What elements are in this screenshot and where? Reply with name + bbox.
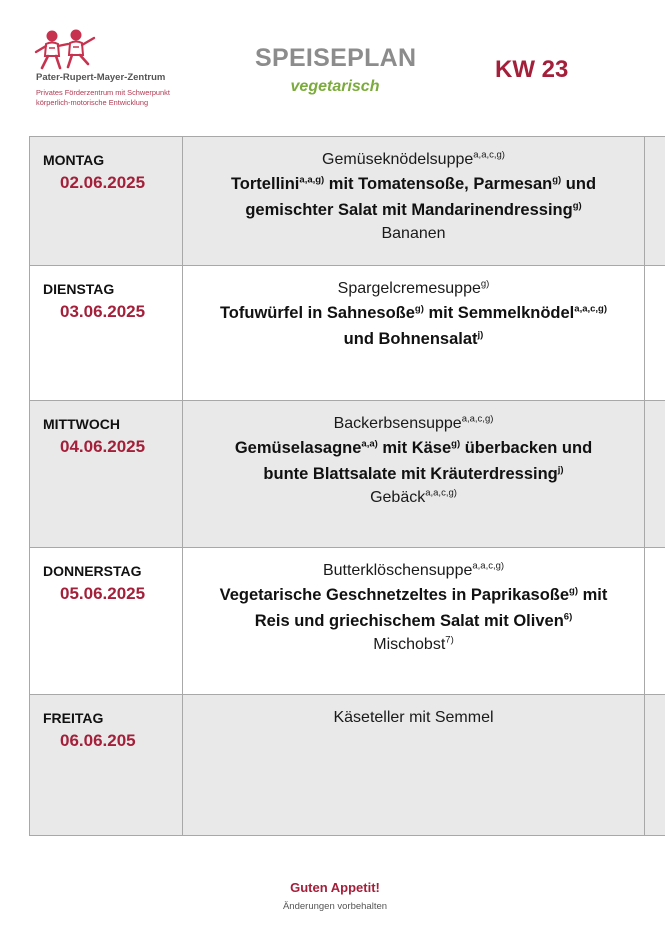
day-date: 06.06.205 (60, 731, 136, 750)
page-title: SPEISEPLAN (255, 44, 417, 72)
empty-cell (645, 548, 665, 694)
empty-cell (645, 266, 665, 400)
day-cell (29, 695, 183, 835)
dish-text: Tofuwürfel in Sahnesoße (219, 304, 415, 322)
dish-text: und Bohnensalat (343, 330, 478, 348)
dish-text: Tortellini (230, 175, 300, 193)
center-logo (32, 28, 192, 72)
soup-line (183, 560, 644, 582)
allergen-codes: g) (572, 200, 582, 212)
menu-row-monday (29, 136, 665, 265)
menu-cell (183, 266, 645, 400)
dish-text: Backerbsensuppe (333, 415, 462, 432)
day-name: MONTAG (43, 152, 105, 168)
allergen-codes: 6) (563, 611, 573, 623)
dish-text: Butterklöschensuppe (322, 562, 473, 579)
allergen-codes: a,a,c,g) (425, 487, 457, 499)
day-cell (29, 266, 183, 400)
main-dish-line (183, 171, 644, 197)
dish-text: Gemüseknödelsuppe (322, 151, 474, 168)
allergen-codes: 7) (445, 634, 454, 646)
main-dish-line (183, 435, 644, 461)
menu-cell (183, 401, 645, 547)
dish-text: gemischter Salat mit Mandarinendressing (245, 201, 573, 219)
allergen-codes: j) (477, 329, 484, 341)
dish-text: überbacken und (460, 439, 593, 457)
dessert-line (183, 487, 644, 509)
org-name: Pater-Rupert-Mayer-Zentrum (36, 72, 166, 83)
dish-text: und (561, 175, 597, 193)
menu-cell (183, 695, 645, 835)
dish-text: Reis und griechischem Salat mit Oliven (254, 612, 564, 630)
allergen-codes: a,a,c,g) (461, 413, 494, 425)
allergen-codes: g) (480, 278, 490, 290)
empty-cell (645, 695, 665, 835)
dish-text: Gebäck (370, 489, 426, 506)
day-cell (29, 137, 183, 265)
dish-text: Bananen (381, 225, 446, 242)
day-date: 04.06.2025 (60, 437, 146, 456)
menu-table (29, 136, 665, 836)
menu-row-thursday (29, 547, 665, 694)
day-date: 03.06.2025 (60, 302, 146, 321)
main-dish-line (183, 608, 644, 634)
menu-cell (183, 548, 645, 694)
dish-text: mit (578, 586, 608, 604)
menu-row-friday (29, 694, 665, 836)
soup-line (183, 707, 644, 729)
menu-row-tuesday (29, 265, 665, 400)
day-cell (29, 548, 183, 694)
main-dish-line (183, 300, 644, 326)
page-subtitle: vegetarisch (290, 78, 380, 95)
soup-line (183, 149, 644, 171)
dish-text: mit Käse (377, 439, 452, 457)
menu-row-wednesday (29, 400, 665, 547)
week-label: KW 23 (495, 56, 569, 83)
allergen-codes: a,a) (361, 438, 378, 450)
org-subtitle-line-2: körperlich-motorische Entwicklung (36, 98, 149, 107)
empty-cell (645, 137, 665, 265)
allergen-codes: j) (557, 464, 564, 476)
footer-greeting: Guten Appetit! (290, 880, 380, 895)
dish-text: mit Tomatensoße, Parmesan (324, 175, 553, 193)
dish-text: mit Semmelknödel (423, 304, 575, 322)
day-date: 02.06.2025 (60, 173, 146, 192)
day-name: MITTWOCH (43, 416, 120, 432)
allergen-codes: a,a,c,g) (473, 149, 505, 161)
dish-text: bunte Blattsalate mit Kräuterdressing (263, 465, 558, 483)
main-dish-line (183, 461, 644, 487)
soup-line (183, 413, 644, 435)
org-subtitle-line-1: Privates Förderzentrum mit Schwerpunkt (36, 88, 170, 97)
day-date: 05.06.2025 (60, 584, 146, 603)
dish-text: Spargelcremesuppe (337, 280, 481, 297)
day-cell (29, 401, 183, 547)
children-figures-logo-icon (32, 28, 102, 72)
dish-text: Vegetarische Geschnetzeltes in Paprikasoße (219, 586, 570, 604)
allergen-codes: g) (451, 438, 461, 450)
allergen-codes: g) (552, 174, 562, 186)
main-dish-line (183, 197, 644, 223)
dessert-line (183, 223, 644, 245)
empty-cell (645, 401, 665, 547)
menu-cell (183, 137, 645, 265)
allergen-codes: a,a,g) (299, 174, 325, 186)
dish-text: Gemüselasagne (234, 439, 362, 457)
main-dish-line (183, 326, 644, 352)
day-name: FREITAG (43, 710, 104, 726)
dish-text: Käseteller mit Semmel (333, 709, 494, 726)
allergen-codes: a,a,c,g) (574, 303, 608, 315)
main-dish-line (183, 582, 644, 608)
footer-note: Änderungen vorbehalten (282, 901, 388, 912)
dish-text: Mischobst (373, 636, 446, 653)
allergen-codes: a,a,c,g) (472, 560, 505, 572)
allergen-codes: g) (414, 303, 424, 315)
day-name: DONNERSTAG (43, 563, 142, 579)
dessert-line (183, 634, 644, 656)
day-name: DIENSTAG (43, 281, 115, 297)
allergen-codes: g) (569, 585, 579, 597)
soup-line (183, 278, 644, 300)
